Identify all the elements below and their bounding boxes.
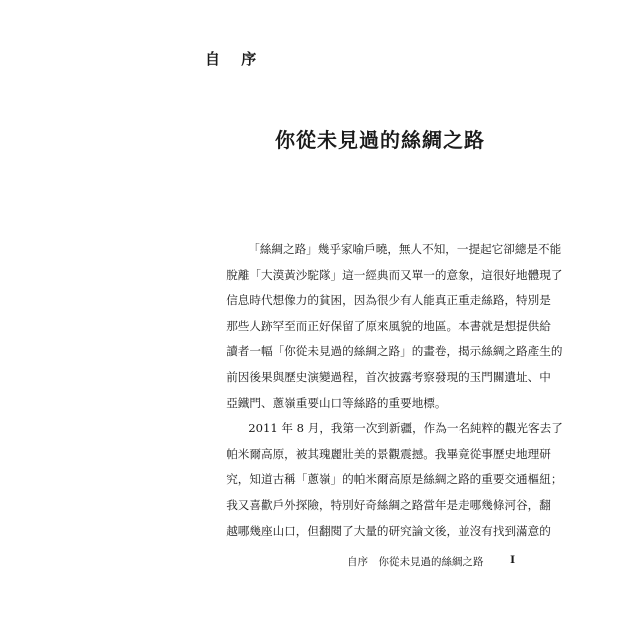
paragraph-line: 我又喜歡戶外探險，特別好奇絲綢之路當年是走哪幾條河谷，翻 — [226, 497, 551, 512]
running-head: 自序 你從未見過的絲綢之路 — [347, 556, 484, 568]
paragraph-line: 前因後果與歷史演變過程，首次披露考察發現的玉門關遺址、中 — [226, 369, 551, 384]
paragraph-line: 越哪幾座山口，但翻閱了大量的研究論文後，並沒有找到滿意的 — [226, 523, 551, 538]
page-footer — [347, 554, 515, 569]
paragraph-1 — [203, 237, 563, 416]
paragraph-line: 亞鐵門、蔥嶺重要山口等絲路的重要地標。 — [226, 395, 447, 410]
paragraph-line: 帕米爾高原，被其瑰麗壯美的景觀震撼。我畢竟從事歷史地理研 — [226, 446, 551, 461]
paragraph-line: 究，知道古稱「蔥嶺」的帕米爾高原是絲綢之路的重要交通樞紐； — [226, 472, 563, 487]
paragraph-line: 2011 年 8 月，我第一次到新疆，作為一名純粹的觀光客去了 — [248, 421, 563, 436]
paragraph-line: 讀者一幅「你從未見過的絲綢之路」的畫卷，揭示絲綢之路產生的 — [226, 344, 563, 359]
chapter-title: 你從未見過的絲綢之路 — [275, 128, 485, 152]
body-text — [203, 237, 563, 544]
page-number: I — [510, 554, 515, 566]
paragraph-2 — [203, 416, 563, 544]
paragraph-line: 信息時代想像力的貧困，因為很少有人能真正重走絲路，特別是 — [226, 293, 551, 308]
paragraph-line: 脫離「大漠黃沙駝隊」這一經典而又單一的意象，這很好地體現了 — [226, 267, 563, 282]
paragraph-line: 「絲綢之路」幾乎家喻戶曉，無人不知，一提起它卻總是不能 — [248, 242, 562, 256]
section-label: 自 序 — [205, 50, 265, 68]
paragraph-line: 那些人跡罕至而正好保留了原來風貌的地區。本書就是想提供給 — [226, 318, 551, 333]
